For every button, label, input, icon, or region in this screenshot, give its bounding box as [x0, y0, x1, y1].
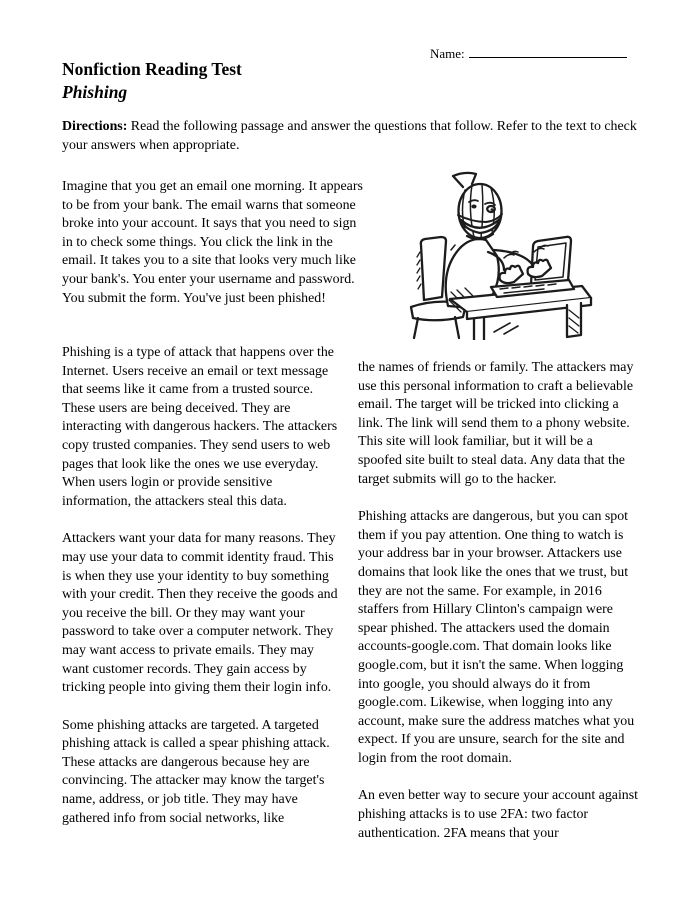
chair-hatching: [417, 252, 421, 289]
name-blank-line: [469, 44, 627, 58]
passage-column-right: [358, 344, 639, 862]
passage-columns: [62, 344, 640, 862]
directions-label: Directions:: [62, 119, 128, 134]
page-title: Nonfiction Reading Test: [62, 59, 242, 79]
passage-paragraph: Phishing attacks are dangerous, but you can spot them if you pay attention. One thing to watch is your address bar in your browser. Attackers use domains that look like the ones that we trust, but they are not the same. For example, in 2016 staffers from Hillary Clinton's campaign were spear phished. The attackers used the domain accounts-google.com. That domain looks like google.com, but it isn't the same. When logging into google, you should always do it from google.com. Likewise, when logging into any account, make sure the address matches what you expect. If you are unsure, search for the site and login from the root domain.: [358, 509, 635, 766]
passage-column-left: [62, 344, 343, 862]
page-subtitle: Phishing: [62, 82, 128, 102]
name-label: Name:: [430, 46, 465, 61]
passage-paragraph: An even better way to secure your account against phishing attacks is to use 2FA: two factor authentication. 2FA means that your: [358, 788, 639, 841]
passage-paragraph: the names of friends or family. The attackers may use this personal information to craft a believable email. The target will be tricked into clicking a link. The link will send them to a phony website. This site will look familiar, but it will be a spoofed site built to steal data. Any data that the target submits will go to the hacker.: [358, 360, 634, 487]
header: [62, 59, 242, 103]
hacker-at-laptop-illustration: [392, 170, 607, 340]
directions-text: Read the following passage and answer the questions that follow. Refer to the text to check your answers when appropriate.: [62, 119, 637, 153]
passage-paragraph: Phishing is a type of attack that happens over the Internet. Users receive an email or text message that seems like it came from a trusted source. These users are being deceived. They are interacting with dangerous hackers. The attackers copy trusted companies. They send users to web pages that look like the ones we use everyday. When users login or provide sensitive information, the attackers steal this data.: [62, 345, 338, 509]
passage-paragraph: Some phishing attacks are targeted. A targeted phishing attack is called a spear phishing attack. These attacks are dangerous because hey are convincing. The attacker may know the target's name, address, or job title. They may have gathered info from social networks, like: [62, 717, 330, 826]
name-row: [430, 44, 627, 62]
intro-paragraph: Imagine that you get an email one morning. It appears to be from your bank. The email warns that someone broke into your account. It says that you need to sign in to check some things. You click the link in the email. It takes you to a site that looks very much like your bank's. You enter your username and password. You submit the form. You've just been phished!: [62, 179, 363, 306]
directions: [62, 117, 640, 155]
passage-paragraph: Attackers want your data for many reasons. They may use your data to commit identity fraud. This is when they use your identity to buy something with your credit. Then they receive the goods and you receive the bill. Or they may want your password to take over a computer network. They may want access to private emails. They may want customer records. They gain access by tricking people into giving them their login info.: [62, 531, 338, 696]
